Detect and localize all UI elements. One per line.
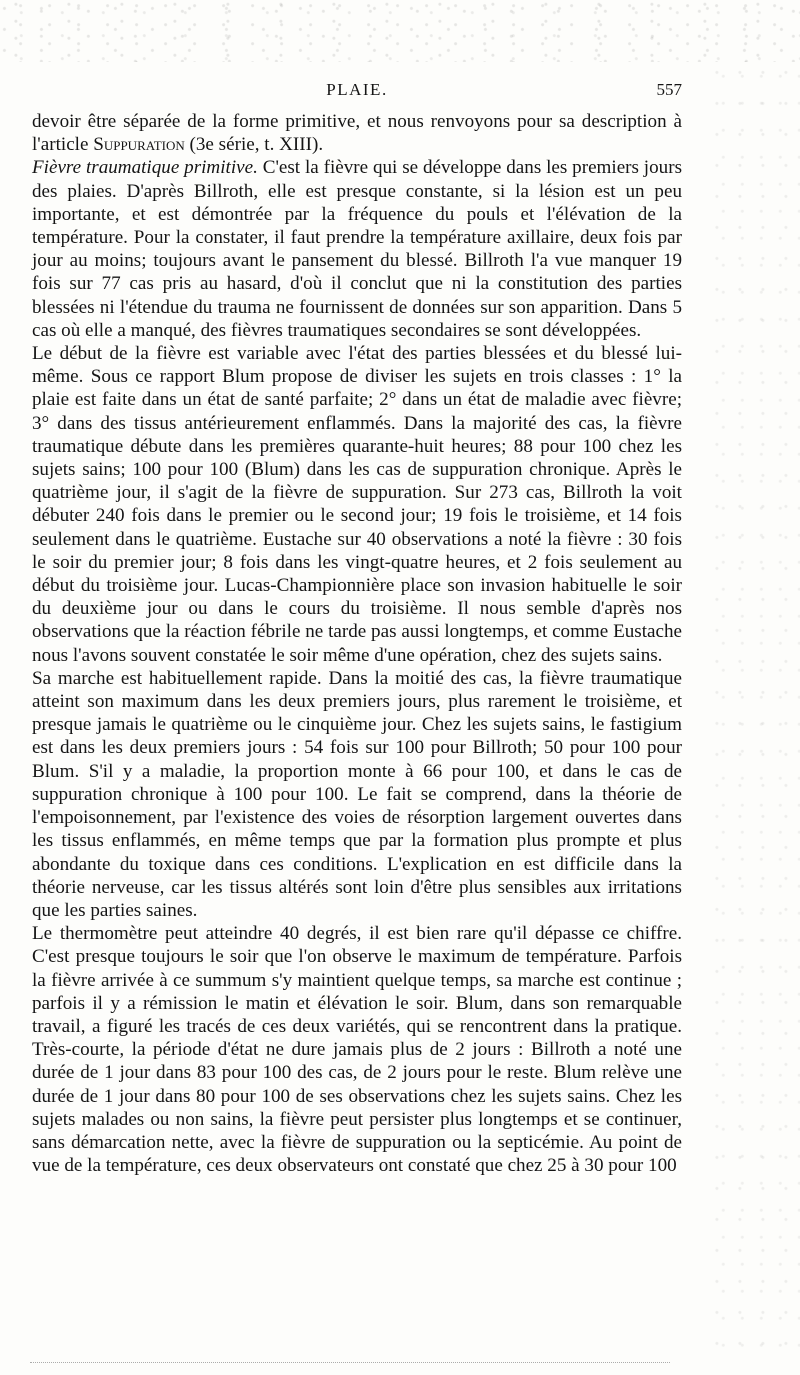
scan-noise-right (710, 60, 800, 1360)
scan-noise-top (0, 0, 800, 62)
article-reference: Suppuration (93, 134, 185, 156)
paragraph-3: Le début de la fièvre est variable avec l'état des parties blessées et du blessé lui-même. Sous ce rapport Blum propose de diviser les sujets en trois classes : 1° la plaie est faite dans un état de santé parfaite; 2° dans un état de maladie avec fièvre; 3° dans des tissus antérieurement enflammés. Dans la majorité des cas, la fièvre traumatique débute dans les premières quarante-huit heures; 88 pour 100 chez les sujets sains; 100 pour 100 (Blum) dans les cas de suppuration chronique. Après le quatrième jour, il s'agit de la fièvre de suppuration. Sur 273 cas, Billroth la voit débuter 240 fois dans le premier ou le second jour; 19 fois le troisième, et 14 fois seulement dans le quatrième. Eustache sur 40 observations a noté la fièvre : 30 fois le soir du premier jour; 8 fois dans les vingt-quatre heures, et 2 fois seulement au début du troisième jour. Lucas-Championnière place son invasion habituelle le soir du deuxième jour ou dans le cours du troisième. Il nous semble d'après nos observations que la réaction fébrile ne tarde pas aussi longtemps, et comme Eustache nous l'avons souvent constatée le soir même d'une opération, chez des sujets sains. (32, 343, 682, 666)
bottom-rule (30, 1362, 670, 1364)
page-number: 557 (656, 80, 682, 99)
paragraph-2-text: C'est la fièvre qui se développe dans les premiers jours des plaies. D'après Billroth, elle est presque constante, si la lésion est un peu importante, et est démontrée par la fréquence du pouls et l'élévation de la température. Pour la constater, il faut prendre la température axillaire, deux fois par jour au moins; toujours avant le pansement du blessé. Billroth l'a vue manquer 19 fois sur 77 cas pris au hasard, d'où il conclut que ni la constitution des parties blessées ni l'étendue du trauma ne fournissent de données sur son apparition. Dans 5 cas où elle a manqué, des fièvres traumatiques secondaires se sont développées. (32, 157, 682, 341)
body-text (32, 110, 682, 1177)
paragraph-2 (32, 156, 682, 342)
running-head: PLAIE. (326, 80, 388, 99)
paragraph-5: Le thermomètre peut atteindre 40 degrés, il est bien rare qu'il dépasse ce chiffre. C'est presque toujours le soir que l'on observe le maximum de température. Parfois la fièvre arrivée à ce summum s'y maintient quelque temps, sa marche est continue ; parfois il y a rémission le matin et élévation le soir. Blum, dans son remarquable travail, a figuré les tracés de ces deux variétés, qui se rencontrent dans la pratique. Très-courte, la période d'état ne dure jamais plus de 2 jours : Billroth a noté une durée de 1 jour dans 83 pour 100 des cas, de 2 jours pour le reste. Blum relève une durée de 1 jour dans 80 pour 100 de ses observations chez les sujets sains. Chez les sujets malades ou non sains, la fièvre peut persister plus longtemps et se continuer, sans démarcation nette, avec la fièvre de suppuration ou la septicémie. Au point de vue de la température, ces deux observateurs ont constaté que chez 25 à 30 pour 100 (32, 923, 682, 1177)
paragraph-1-tail: (3e série, t. XIII). (184, 134, 324, 156)
page-header (32, 80, 682, 104)
paragraph-1 (32, 110, 682, 156)
paragraph-1-text: devoir être séparée de la forme primitive, et nous renvoyons pour sa description à l'article (32, 111, 682, 156)
paragraph-4: Sa marche est habituellement rapide. Dans la moitié des cas, la fièvre traumatique atteint son maximum dans les deux premiers jours, plus rarement le troisième, et presque jamais le quatrième ou le cinquième jour. Chez les sujets sains, le fastigium est dans les deux premiers jours : 54 fois sur 100 pour Billroth; 50 pour 100 pour Blum. S'il y a maladie, la proportion monte à 66 pour 100, et dans le cas de suppuration chronique à 100 pour 100. Le fait se comprend, dans la théorie de l'empoisonnement, par l'existence des voies de résorption largement ouvertes dans les tissus enflammés, en même temps que par la formation plus prompte et plus abondante du toxique dans ces conditions. L'explication en est difficile dans la théorie nerveuse, car les tissus altérés sont loin d'être plus sensibles aux irritations que les parties saines. (32, 667, 682, 921)
section-heading: Fièvre traumatique primitive. (32, 157, 258, 179)
